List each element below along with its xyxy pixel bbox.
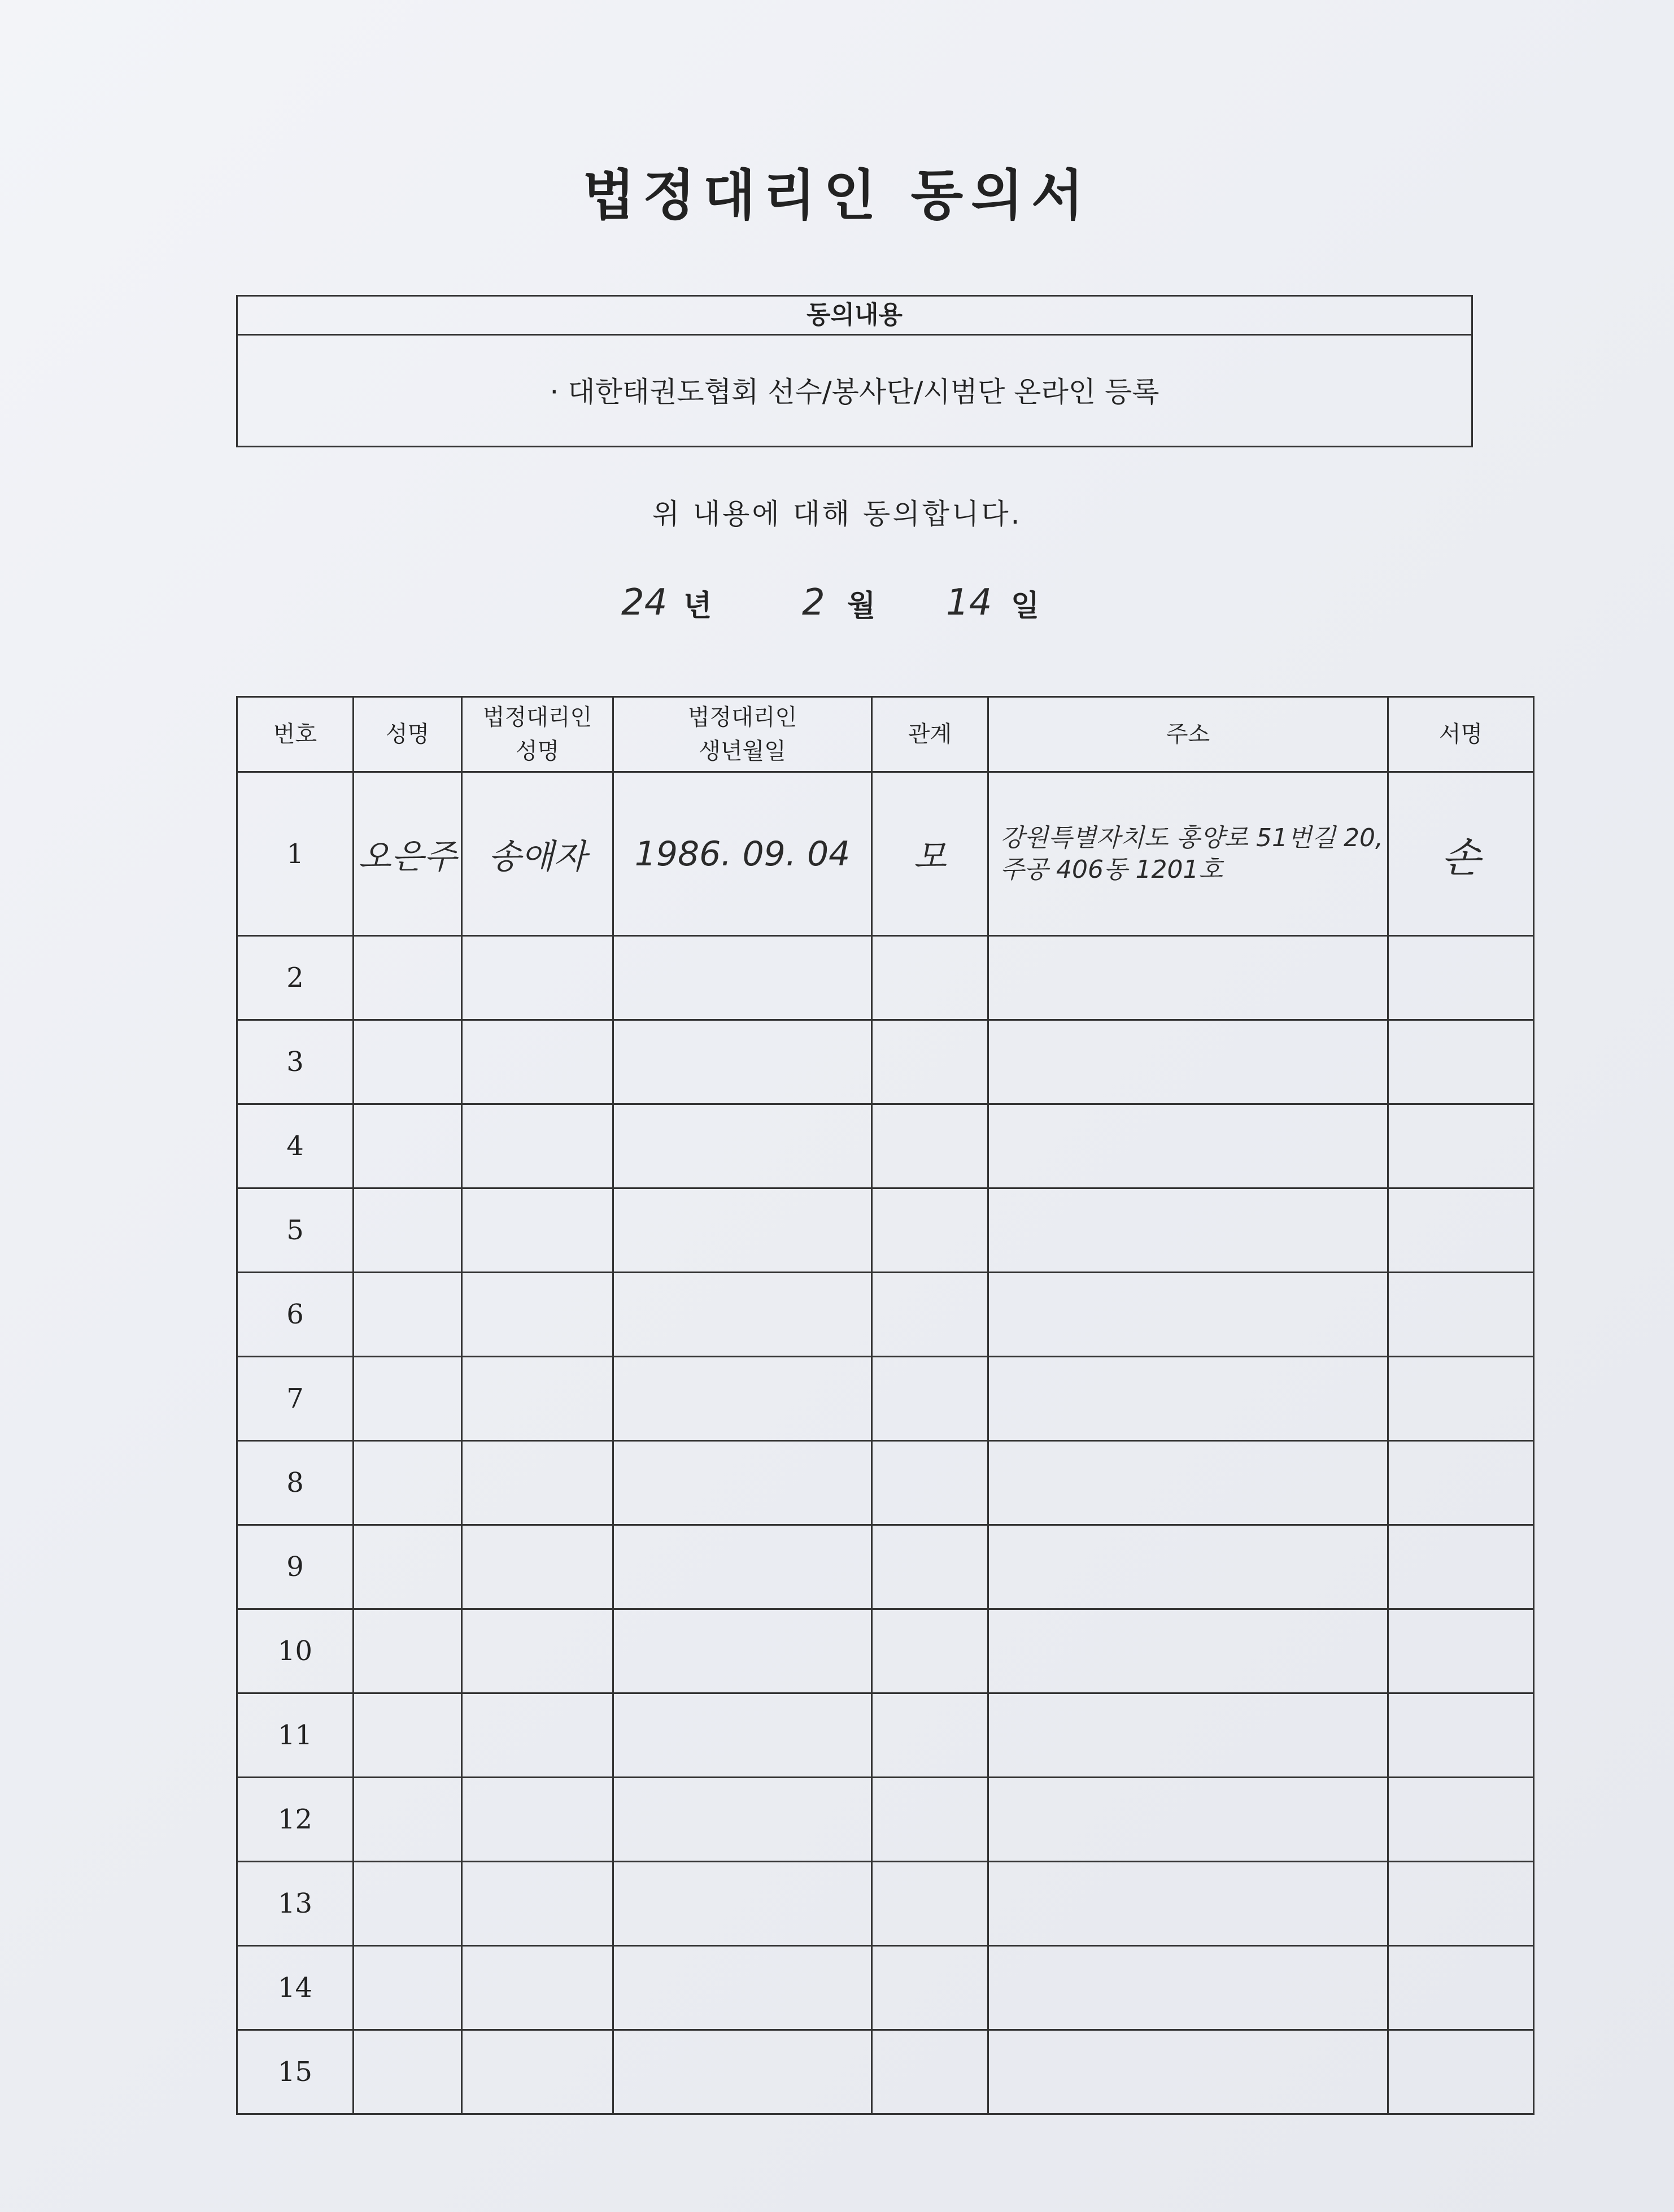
cell-name [354,1020,462,1104]
cell-signature [1388,936,1534,1020]
cell-guardian-name [462,2030,613,2114]
cell-guardian-birth [613,1525,872,1609]
cell-address [988,2030,1388,2114]
table-row [237,1525,1534,1609]
date-month-unit: 월 [847,589,876,623]
cell-guardian-name [462,1188,613,1273]
date-month-value: 2 [802,582,825,624]
cell-signature [1388,2030,1534,2114]
cell-guardian-birth [613,1693,872,1778]
cell-guardian-name [462,1778,613,1862]
cell-relation [872,1273,988,1357]
cell-signature: 손 [1388,772,1534,936]
cell-address [988,1273,1388,1357]
cell-no: 2 [237,936,354,1020]
cell-address [988,936,1388,1020]
header-guardian-birth [613,697,872,772]
cell-guardian-name [462,1693,613,1778]
cell-name: 오은주 [354,772,462,936]
consent-content-box [236,295,1473,447]
cell-address [988,1945,1388,2030]
cell-guardian-birth [613,1862,872,1946]
cell-guardian-birth [613,1104,872,1188]
cell-address [988,1609,1388,1693]
cell-no: 9 [237,1525,354,1609]
header-no: 번호 [237,697,354,772]
table-row [237,772,1534,936]
table-row [237,1778,1534,1862]
cell-guardian-birth [613,1609,872,1693]
header-guardian-name-text: 법정대리인 성명 [482,704,592,764]
cell-signature [1388,1188,1534,1273]
cell-relation [872,1357,988,1441]
cell-no: 14 [237,1945,354,2030]
cell-no: 7 [237,1357,354,1441]
table-row [237,1441,1534,1525]
cell-no: 5 [237,1188,354,1273]
cell-name [354,1525,462,1609]
cell-guardian-name [462,1441,613,1525]
cell-address [988,1862,1388,1946]
cell-signature [1388,1862,1534,1946]
cell-signature [1388,1945,1534,2030]
cell-name [354,1441,462,1525]
cell-signature [1388,1609,1534,1693]
cell-name [354,1273,462,1357]
cell-name [354,1609,462,1693]
cell-relation [872,1188,988,1273]
cell-no: 11 [237,1693,354,1778]
cell-name [354,2030,462,2114]
cell-signature [1388,1273,1534,1357]
cell-relation: 모 [872,772,988,936]
cell-signature [1388,1778,1534,1862]
table-row [237,2030,1534,2114]
cell-relation [872,1441,988,1525]
cell-name [354,1778,462,1862]
cell-address [988,1020,1388,1104]
cell-guardian-name [462,1273,613,1357]
cell-relation [872,1020,988,1104]
table-row [237,1609,1534,1693]
cell-signature [1388,1441,1534,1525]
cell-relation [872,1778,988,1862]
cell-relation [872,1862,988,1946]
table-row [237,1020,1534,1104]
cell-guardian-birth [613,1357,872,1441]
cell-guardian-birth [613,1441,872,1525]
date-day-value: 14 [946,582,992,624]
header-relation: 관계 [872,697,988,772]
guardian-table [236,696,1534,2115]
cell-guardian-birth [613,2030,872,2114]
cell-relation [872,1104,988,1188]
cell-guardian-name [462,1104,613,1188]
cell-signature [1388,1357,1534,1441]
cell-no: 12 [237,1778,354,1862]
cell-address [988,1188,1388,1273]
cell-signature [1388,1693,1534,1778]
date-year-unit: 년 [683,589,712,623]
cell-name [354,1188,462,1273]
cell-address [988,1778,1388,1862]
cell-guardian-birth [613,1273,872,1357]
cell-name [354,1357,462,1441]
table-row [237,1357,1534,1441]
cell-guardian-name [462,1357,613,1441]
cell-name [354,1104,462,1188]
cell-no: 4 [237,1104,354,1188]
date-year-value: 24 [621,582,668,624]
cell-name [354,1693,462,1778]
header-signature: 서명 [1388,697,1534,772]
table-header-row [237,697,1534,772]
cell-name [354,1945,462,2030]
cell-address [988,1357,1388,1441]
cell-relation [872,1525,988,1609]
date-day-unit: 일 [1011,589,1040,623]
cell-guardian-birth [613,1778,872,1862]
cell-relation [872,1693,988,1778]
cell-no: 10 [237,1609,354,1693]
cell-guardian-birth [613,1945,872,2030]
table-row [237,1945,1534,2030]
cell-relation [872,1945,988,2030]
cell-signature [1388,1525,1534,1609]
cell-relation [872,936,988,1020]
table-row [237,1188,1534,1273]
cell-guardian-name [462,1525,613,1609]
agreement-statement: 위 내용에 대해 동의합니다. [652,498,1022,530]
consent-header: 동의내용 [238,297,1471,336]
cell-no: 15 [237,2030,354,2114]
cell-address [988,1104,1388,1188]
consent-item: · 대한태권도협회 선수/봉사단/시범단 온라인 등록 [550,376,1159,408]
table-row [237,1273,1534,1357]
cell-guardian-name [462,1020,613,1104]
cell-no: 8 [237,1441,354,1525]
cell-signature [1388,1104,1534,1188]
header-guardian-birth-text: 법정대리인 생년월일 [687,704,797,764]
table-body [237,772,1534,2114]
cell-address [988,1441,1388,1525]
cell-guardian-name: 송애자 [462,772,613,936]
cell-address: 강원특별자치도 홍양로 51번길 20, 주공 406동 1201호 [988,772,1388,936]
cell-guardian-birth [613,936,872,1020]
cell-guardian-birth: 1986. 09. 04 [613,772,872,936]
cell-guardian-birth [613,1020,872,1104]
cell-guardian-name [462,1945,613,2030]
header-guardian-name [462,697,613,772]
cell-address [988,1693,1388,1778]
document-title: 법정대리인 동의서 [582,164,1092,227]
header-address: 주소 [988,697,1388,772]
cell-name [354,936,462,1020]
cell-guardian-birth [613,1188,872,1273]
table-row [237,936,1534,1020]
cell-address [988,1525,1388,1609]
cell-no: 3 [237,1020,354,1104]
cell-relation [872,1609,988,1693]
cell-relation [872,2030,988,2114]
cell-name [354,1862,462,1946]
cell-no: 1 [237,772,354,936]
table-row [237,1693,1534,1778]
cell-no: 13 [237,1862,354,1946]
table-row [237,1862,1534,1946]
cell-signature [1388,1020,1534,1104]
table-row [237,1104,1534,1188]
header-name: 성명 [354,697,462,772]
cell-guardian-name [462,1609,613,1693]
cell-guardian-name [462,936,613,1020]
cell-no: 6 [237,1273,354,1357]
cell-guardian-name [462,1862,613,1946]
